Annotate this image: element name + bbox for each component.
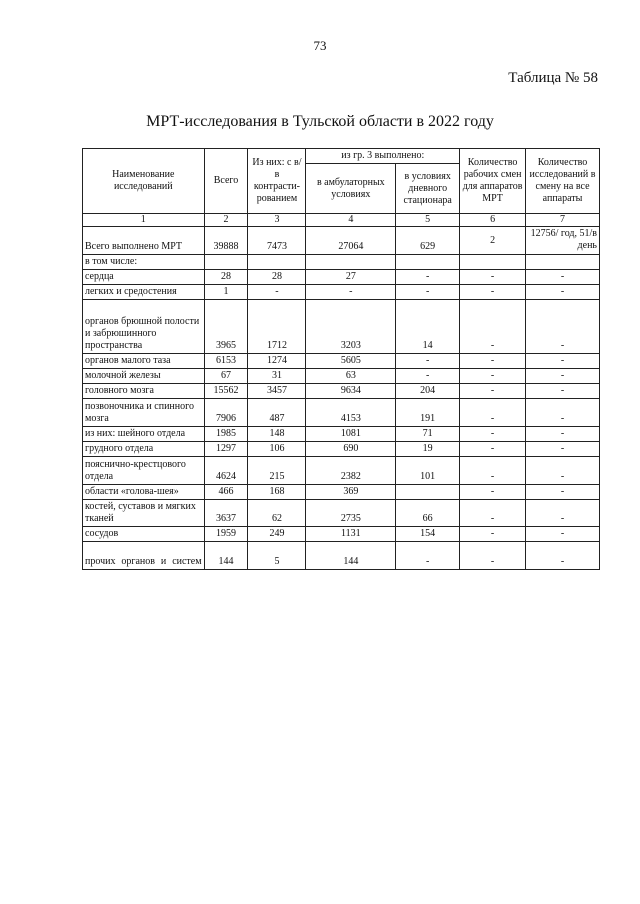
- cell-contrast: 249: [248, 527, 306, 542]
- cell-outpatient: 4153: [306, 399, 396, 427]
- cell-contrast: 148: [248, 427, 306, 442]
- cell-contrast: 28: [248, 270, 306, 285]
- cell-name: прочих органов и систем: [83, 542, 205, 570]
- cell-total: 67: [204, 369, 248, 384]
- header-name: Наименование исследований: [83, 149, 205, 214]
- cell-per-shift: -: [526, 527, 600, 542]
- cell-contrast: 62: [248, 500, 306, 527]
- cell-day: 101: [396, 457, 460, 485]
- table-row: [83, 270, 600, 285]
- cell-shifts: -: [460, 427, 526, 442]
- cell-contrast: 7473: [248, 227, 306, 255]
- table-row: [83, 285, 600, 300]
- table-row: [83, 527, 600, 542]
- cell-name: области «голова-шея»: [83, 485, 205, 500]
- cell-shifts: [460, 255, 526, 270]
- cell-shifts: -: [460, 399, 526, 427]
- cell-outpatient: 27064: [306, 227, 396, 255]
- column-number: 1: [83, 214, 205, 227]
- cell-contrast: 215: [248, 457, 306, 485]
- table-label: Таблица № 58: [508, 70, 598, 86]
- cell-outpatient: 1131: [306, 527, 396, 542]
- cell-total: 1959: [204, 527, 248, 542]
- cell-total: 1297: [204, 442, 248, 457]
- cell-shifts: -: [460, 485, 526, 500]
- cell-day: 191: [396, 399, 460, 427]
- cell-name: позвоночника и спинного мозга: [83, 399, 205, 427]
- cell-outpatient: 5605: [306, 354, 396, 369]
- cell-shifts: -: [460, 384, 526, 399]
- cell-per-shift: -: [526, 542, 600, 570]
- column-number: 5: [396, 214, 460, 227]
- column-number: 4: [306, 214, 396, 227]
- cell-outpatient: 9634: [306, 384, 396, 399]
- cell-name: сосудов: [83, 527, 205, 542]
- cell-name: пояснично-крестцового отдела: [83, 457, 205, 485]
- cell-total: 28: [204, 270, 248, 285]
- cell-outpatient: 63: [306, 369, 396, 384]
- cell-total: 1985: [204, 427, 248, 442]
- cell-outpatient: [306, 255, 396, 270]
- table-row: [83, 255, 600, 270]
- cell-total: 6153: [204, 354, 248, 369]
- cell-contrast: 106: [248, 442, 306, 457]
- cell-per-shift: -: [526, 270, 600, 285]
- cell-per-shift: -: [526, 384, 600, 399]
- cell-shifts: -: [460, 442, 526, 457]
- cell-day: 14: [396, 300, 460, 354]
- cell-name: органов малого таза: [83, 354, 205, 369]
- cell-total: 15562: [204, 384, 248, 399]
- document-title: МРТ-исследования в Тульской области в 2022 году: [146, 113, 494, 130]
- table-row: [83, 500, 600, 527]
- cell-contrast: [248, 255, 306, 270]
- cell-per-shift: -: [526, 485, 600, 500]
- table-row: [83, 227, 600, 255]
- cell-name: сердца: [83, 270, 205, 285]
- header-contrast: Из них: с в/в контрасти-рованием: [248, 149, 306, 214]
- cell-name: легких и средостения: [83, 285, 205, 300]
- table-row: [83, 485, 600, 500]
- column-number: 3: [248, 214, 306, 227]
- cell-contrast: 3457: [248, 384, 306, 399]
- table-row: [83, 457, 600, 485]
- header-total: Всего: [204, 149, 248, 214]
- cell-shifts: -: [460, 457, 526, 485]
- cell-outpatient: 690: [306, 442, 396, 457]
- table-row: [83, 354, 600, 369]
- page-number: 73: [313, 38, 327, 53]
- cell-per-shift: -: [526, 427, 600, 442]
- cell-outpatient: -: [306, 285, 396, 300]
- cell-total: 3965: [204, 300, 248, 354]
- cell-name: грудного отдела: [83, 442, 205, 457]
- cell-outpatient: 2735: [306, 500, 396, 527]
- column-number-row: [83, 214, 600, 227]
- cell-contrast: 168: [248, 485, 306, 500]
- cell-shifts: -: [460, 300, 526, 354]
- cell-per-shift: -: [526, 442, 600, 457]
- cell-day: -: [396, 354, 460, 369]
- table-row: [83, 399, 600, 427]
- cell-day: 204: [396, 384, 460, 399]
- cell-shifts: -: [460, 527, 526, 542]
- cell-day: 71: [396, 427, 460, 442]
- cell-contrast: 487: [248, 399, 306, 427]
- cell-total: [204, 255, 248, 270]
- cell-name: из них: шейного отдела: [83, 427, 205, 442]
- cell-per-shift: [526, 255, 600, 270]
- cell-day: -: [396, 369, 460, 384]
- cell-contrast: 1274: [248, 354, 306, 369]
- cell-day: -: [396, 285, 460, 300]
- cell-per-shift: 12756/ год, 51/в день: [526, 227, 600, 255]
- table-row: [83, 300, 600, 354]
- cell-outpatient: 27: [306, 270, 396, 285]
- cell-total: 144: [204, 542, 248, 570]
- cell-per-shift: -: [526, 354, 600, 369]
- cell-name: в том числе:: [83, 255, 205, 270]
- column-number: 2: [204, 214, 248, 227]
- cell-name: головного мозга: [83, 384, 205, 399]
- cell-per-shift: -: [526, 399, 600, 427]
- cell-total: 4624: [204, 457, 248, 485]
- cell-shifts: -: [460, 285, 526, 300]
- cell-per-shift: -: [526, 300, 600, 354]
- cell-contrast: -: [248, 285, 306, 300]
- cell-shifts: -: [460, 369, 526, 384]
- cell-outpatient: 1081: [306, 427, 396, 442]
- table-row: [83, 384, 600, 399]
- cell-day: 66: [396, 500, 460, 527]
- column-number: 7: [526, 214, 600, 227]
- table-row: [83, 542, 600, 570]
- cell-name: молочной железы: [83, 369, 205, 384]
- header-outpatient: в амбулаторных условиях: [306, 164, 396, 214]
- cell-outpatient: 369: [306, 485, 396, 500]
- cell-per-shift: -: [526, 369, 600, 384]
- cell-total: 1: [204, 285, 248, 300]
- header-per-shift: Количество исследований в смену на все аппараты: [526, 149, 600, 214]
- cell-outpatient: 3203: [306, 300, 396, 354]
- cell-day: 19: [396, 442, 460, 457]
- cell-shifts: -: [460, 542, 526, 570]
- column-number: 6: [460, 214, 526, 227]
- cell-day: -: [396, 542, 460, 570]
- header-group: из гр. 3 выполнено:: [306, 149, 460, 164]
- cell-shifts: -: [460, 354, 526, 369]
- cell-total: 3637: [204, 500, 248, 527]
- cell-day: [396, 255, 460, 270]
- cell-per-shift: -: [526, 285, 600, 300]
- header-shifts: Количество рабочих смен для аппаратов МРТ: [460, 149, 526, 214]
- cell-contrast: 1712: [248, 300, 306, 354]
- cell-shifts: -: [460, 500, 526, 527]
- cell-per-shift: -: [526, 457, 600, 485]
- cell-outpatient: 2382: [306, 457, 396, 485]
- cell-day: 629: [396, 227, 460, 255]
- cell-day: 154: [396, 527, 460, 542]
- cell-shifts: -: [460, 270, 526, 285]
- cell-day: -: [396, 270, 460, 285]
- cell-name: Всего выполнено МРТ: [83, 227, 205, 255]
- cell-name: органов брюшной полости и забрюшинного пространства: [83, 300, 205, 354]
- cell-contrast: 5: [248, 542, 306, 570]
- cell-total: 466: [204, 485, 248, 500]
- cell-outpatient: 144: [306, 542, 396, 570]
- cell-total: 7906: [204, 399, 248, 427]
- cell-total: 39888: [204, 227, 248, 255]
- cell-contrast: 31: [248, 369, 306, 384]
- cell-day: [396, 485, 460, 500]
- cell-per-shift: -: [526, 500, 600, 527]
- mri-table: [82, 148, 600, 570]
- table-row: [83, 442, 600, 457]
- header-day-hospital: в условиях дневного стационара: [396, 164, 460, 214]
- cell-name: костей, суставов и мягких тканей: [83, 500, 205, 527]
- table-row: [83, 369, 600, 384]
- cell-shifts: 2: [460, 227, 526, 255]
- table-row: [83, 427, 600, 442]
